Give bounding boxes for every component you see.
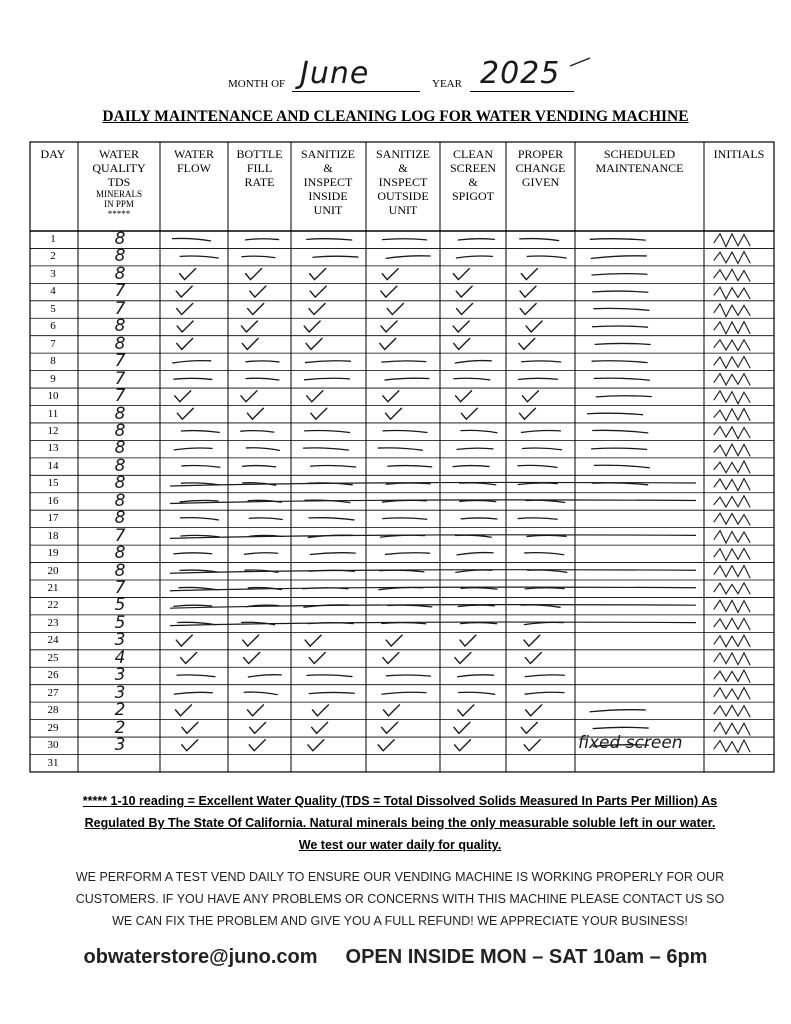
check-mark — [461, 408, 477, 419]
notice-line-2: CUSTOMERS. IF YOU HAVE ANY PROBLEMS OR CONCERNS WITH THIS MACHINE PLEASE CONTACT US SO — [75, 892, 725, 906]
check-mark — [454, 338, 470, 349]
check-mark — [453, 269, 469, 280]
col-header-water-quality: WATER QUALITY TDS MINERALS IN PPM ***** — [92, 147, 146, 219]
initials-scribble — [714, 548, 750, 560]
initials-scribble — [714, 374, 750, 386]
day-number: 12 — [47, 424, 59, 437]
dash-mark — [527, 256, 566, 258]
dash-mark — [246, 239, 279, 240]
footnote-line-3: We test our water daily for quality. — [298, 838, 502, 852]
check-mark — [309, 653, 325, 664]
long-stroke — [170, 605, 696, 609]
check-mark — [241, 391, 257, 402]
check-mark — [457, 304, 473, 315]
dash-mark — [313, 256, 358, 257]
day-number: 7 — [50, 337, 56, 350]
day-number: 17 — [47, 512, 59, 525]
check-mark — [176, 635, 192, 646]
tds-reading: 7 — [114, 525, 126, 546]
dash-mark — [454, 378, 490, 380]
dash-mark — [593, 727, 648, 728]
day-number: 10 — [47, 390, 59, 403]
check-mark — [526, 321, 542, 332]
year-handwritten: 2025 — [480, 56, 561, 91]
tds-reading: 3 — [114, 735, 126, 756]
initials-scribble — [714, 444, 750, 456]
check-mark — [248, 304, 264, 315]
check-mark — [250, 286, 266, 297]
day-number: 16 — [47, 494, 59, 507]
initials-scribble — [714, 287, 750, 299]
day-number: 19 — [47, 547, 59, 560]
check-mark — [455, 653, 471, 664]
check-mark — [310, 286, 326, 297]
contact-email: obwaterstore@juno.com — [83, 946, 318, 968]
day-number: 26 — [47, 669, 59, 682]
col-header-initials: INITIALS — [713, 147, 765, 161]
dash-mark — [522, 361, 561, 362]
check-mark — [455, 740, 471, 751]
table-border — [30, 142, 774, 772]
check-mark — [460, 635, 476, 646]
check-mark — [383, 391, 399, 402]
check-mark — [247, 408, 263, 419]
check-mark — [456, 391, 472, 402]
dash-mark — [592, 274, 647, 275]
check-mark — [519, 408, 535, 419]
dash-mark — [518, 465, 557, 467]
initials-scribble — [714, 234, 750, 247]
store-hours: OPEN INSIDE MON – SAT 10am – 6pm — [345, 946, 708, 968]
dash-mark — [459, 692, 495, 694]
check-mark — [524, 740, 540, 751]
dash-mark — [174, 553, 212, 554]
dash-mark — [309, 518, 354, 520]
initials-scribble — [714, 461, 750, 473]
dash-mark — [383, 239, 427, 240]
col-header-sanitize-inside: SANITIZE & INSPECT INSIDE UNIT — [301, 147, 355, 217]
page-title: DAILY MAINTENANCE AND CLEANING LOG FOR WATER VENDING MACHINE — [102, 108, 689, 125]
dash-mark — [525, 692, 564, 694]
initials-scribble — [714, 531, 750, 543]
initials-scribble — [714, 618, 750, 629]
dash-mark — [311, 466, 356, 467]
tds-reading: 8 — [114, 229, 126, 249]
initials-scribble — [714, 565, 750, 577]
check-mark — [520, 286, 536, 297]
dash-mark — [174, 692, 212, 694]
initials-scribble — [714, 322, 750, 334]
dash-mark — [305, 431, 350, 433]
day-number: 1 — [50, 233, 56, 245]
dash-mark — [173, 238, 211, 240]
dash-mark — [243, 466, 276, 467]
dash-mark — [455, 535, 491, 537]
dash-mark — [593, 430, 648, 433]
initials-scribble — [714, 340, 750, 351]
dash-mark — [594, 308, 649, 310]
dash-mark — [241, 431, 274, 433]
dash-mark — [590, 239, 645, 240]
check-mark — [306, 338, 322, 349]
dash-mark — [181, 431, 219, 433]
dash-mark — [180, 256, 218, 258]
check-mark — [312, 705, 328, 716]
check-mark — [250, 722, 266, 733]
tds-reading: 3 — [114, 682, 126, 703]
dash-mark — [305, 378, 350, 380]
initials-scribble — [714, 479, 750, 491]
check-mark — [381, 321, 397, 332]
tds-reading: 8 — [114, 316, 126, 337]
check-mark — [177, 304, 193, 315]
col-header-day: DAY — [40, 147, 66, 161]
day-number: 13 — [47, 442, 59, 455]
dash-mark — [528, 570, 567, 572]
dash-mark — [596, 396, 651, 397]
initials-scribble — [714, 496, 750, 507]
check-mark — [524, 635, 540, 646]
tds-reading: 8 — [114, 543, 126, 564]
dash-mark — [388, 466, 432, 467]
day-number: 28 — [47, 704, 59, 717]
check-mark — [521, 269, 537, 280]
dash-mark — [455, 361, 491, 363]
tds-reading: 8 — [114, 455, 126, 476]
tds-reading: 5 — [114, 612, 126, 633]
tds-reading: 8 — [114, 490, 126, 511]
initials-scribble — [714, 705, 750, 716]
check-mark — [382, 269, 398, 280]
dash-mark — [460, 483, 496, 485]
dash-mark — [525, 588, 564, 589]
tds-reading: 8 — [114, 263, 126, 284]
day-number: 4 — [50, 285, 56, 298]
day-number: 6 — [50, 320, 56, 333]
day-number: 8 — [50, 355, 56, 368]
notice-line-3: WE CAN FIX THE PROBLEM AND GIVE YOU A FULL REFUND! WE APPRECIATE YOUR BUSINESS! — [112, 914, 688, 928]
dash-mark — [310, 553, 355, 555]
dash-mark — [592, 361, 647, 363]
tds-reading: 7 — [114, 386, 126, 407]
dash-mark — [461, 588, 497, 589]
dash-mark — [180, 518, 218, 520]
tds-reading: 8 — [114, 246, 126, 267]
dash-mark — [457, 553, 493, 555]
col-header-scheduled-maintenance: SCHEDULED MAINTENANCE — [595, 147, 684, 175]
initials-scribble — [714, 269, 750, 281]
tds-reading: 7 — [114, 281, 126, 302]
check-mark — [249, 740, 265, 751]
day-number: 5 — [50, 302, 56, 315]
check-mark — [181, 653, 197, 664]
dash-mark — [309, 692, 354, 693]
dash-mark — [305, 361, 350, 363]
day-number: 3 — [50, 267, 56, 280]
dash-mark — [456, 256, 492, 258]
dash-mark — [248, 675, 281, 677]
check-mark — [177, 338, 193, 349]
col-header-sanitize-outside: SANITIZE & INSPECT OUTSIDE UNIT — [376, 147, 430, 217]
dash-mark — [520, 239, 559, 241]
dash-mark — [461, 430, 497, 432]
check-mark — [456, 286, 472, 297]
dash-mark — [246, 448, 279, 451]
check-mark — [521, 722, 537, 733]
check-mark — [380, 338, 396, 349]
check-mark — [182, 722, 198, 733]
check-mark — [304, 321, 320, 332]
dash-mark — [307, 675, 352, 677]
col-header-proper-change: PROPER CHANGE GIVEN — [515, 147, 566, 189]
tds-reading: 3 — [114, 630, 126, 651]
handwritten-note: fixed screen — [578, 733, 683, 753]
dash-mark — [174, 448, 212, 450]
check-mark — [387, 304, 403, 315]
dash-mark — [383, 431, 427, 433]
check-mark — [453, 321, 469, 332]
footnote-line-2: Regulated By The State Of California. Natural minerals being the only measurable soluble left in our water. — [84, 816, 716, 830]
check-mark — [247, 705, 263, 716]
dash-mark — [453, 466, 489, 467]
initials-scribble — [714, 600, 750, 612]
check-mark — [311, 408, 327, 419]
dash-mark — [461, 623, 497, 624]
dash-mark — [458, 675, 494, 677]
tds-reading: 7 — [114, 351, 126, 372]
check-mark — [383, 705, 399, 716]
tds-reading: 8 — [114, 438, 126, 459]
initials-scribble — [714, 635, 750, 647]
year-accent-stroke — [570, 58, 590, 66]
dash-mark — [249, 518, 282, 520]
tds-reading: 4 — [114, 647, 126, 668]
day-number: 31 — [47, 756, 59, 769]
check-mark — [458, 705, 474, 716]
check-mark — [522, 391, 538, 402]
day-number: 21 — [47, 582, 59, 594]
dash-mark — [593, 291, 648, 292]
check-mark — [381, 286, 397, 297]
tds-reading: 2 — [114, 700, 126, 721]
check-mark — [386, 635, 402, 646]
check-mark — [386, 408, 402, 419]
initials-scribble — [714, 723, 750, 736]
initials-scribble — [714, 252, 750, 264]
contact-line — [0, 946, 791, 969]
initials-scribble — [714, 304, 750, 317]
dash-mark — [246, 378, 279, 380]
dash-mark — [181, 535, 219, 536]
check-mark — [454, 722, 470, 733]
dash-mark — [303, 448, 348, 450]
dash-mark — [458, 239, 494, 240]
dash-mark — [527, 535, 566, 536]
dash-mark — [595, 343, 650, 344]
check-mark — [308, 740, 324, 751]
dash-mark — [246, 361, 279, 362]
check-mark — [378, 740, 394, 751]
day-number: 22 — [47, 599, 59, 612]
check-mark — [310, 269, 326, 280]
dash-mark — [460, 500, 496, 501]
dash-mark — [386, 675, 430, 676]
initials-scribble — [714, 740, 750, 752]
dash-mark — [242, 256, 275, 257]
check-mark — [244, 653, 260, 664]
dash-mark — [182, 465, 220, 467]
day-number: 9 — [50, 372, 56, 385]
dash-mark — [594, 378, 649, 380]
dash-mark — [461, 518, 497, 519]
dash-mark — [245, 553, 278, 555]
year-label: YEAR — [432, 78, 462, 90]
day-number: 25 — [47, 651, 59, 664]
tds-footnote — [40, 790, 760, 856]
dash-mark — [588, 413, 643, 415]
day-number: 2 — [50, 250, 56, 263]
dash-mark — [524, 622, 563, 624]
day-number: 15 — [47, 477, 59, 490]
check-mark — [305, 635, 321, 646]
tds-reading: 7 — [114, 578, 126, 598]
check-mark — [383, 653, 399, 664]
dash-mark — [594, 465, 649, 468]
day-number: 20 — [47, 564, 59, 577]
check-mark — [175, 705, 191, 716]
day-number: 24 — [47, 634, 59, 647]
col-header-bottle-fill: BOTTLE FILL RATE — [236, 147, 283, 189]
dash-mark — [173, 361, 211, 363]
dash-mark — [518, 483, 557, 485]
dash-mark — [526, 500, 565, 502]
dash-mark — [378, 448, 422, 450]
dash-mark — [591, 256, 646, 259]
tds-reading: 7 — [114, 368, 126, 389]
dash-mark — [590, 710, 645, 712]
initials-scribble — [714, 688, 750, 700]
dash-mark — [180, 500, 218, 502]
tds-reading: 5 — [114, 595, 126, 616]
month-handwritten: June — [300, 56, 370, 91]
initials-scribble — [714, 427, 750, 439]
check-mark — [241, 321, 257, 332]
col-header-clean-screen: CLEAN SCREEN & SPIGOT — [449, 147, 496, 203]
dash-mark — [382, 692, 426, 694]
dash-mark — [518, 518, 557, 519]
dash-mark — [525, 553, 564, 555]
check-mark — [182, 740, 198, 751]
dash-mark — [385, 553, 429, 555]
initials-scribble — [714, 670, 750, 682]
check-mark — [177, 321, 193, 332]
check-mark — [520, 304, 536, 315]
dash-mark — [525, 675, 564, 677]
tds-reading: 8 — [114, 420, 126, 441]
check-mark — [382, 722, 398, 733]
dash-mark — [521, 431, 560, 433]
dash-mark — [382, 361, 426, 362]
check-mark — [177, 408, 193, 419]
tds-reading: 8 — [114, 560, 126, 581]
check-mark — [525, 653, 541, 664]
dash-mark — [523, 448, 562, 450]
footnote-line-1: ***** 1-10 reading = Excellent Water Quality (TDS = Total Dissolved Solids Measured In Parts Per Million) As — [82, 794, 718, 808]
check-mark — [180, 269, 196, 280]
check-mark — [176, 286, 192, 297]
initials-scribble — [714, 583, 750, 594]
notice-line-1: WE PERFORM A TEST VEND DAILY TO ENSURE OUR VENDING MACHINE IS WORKING PROPERLY FOR OUR — [75, 870, 725, 884]
dash-mark — [518, 378, 557, 379]
initials-scribble — [714, 409, 750, 421]
dash-mark — [458, 605, 494, 606]
initials-scribble — [714, 391, 750, 404]
dash-mark — [307, 239, 352, 240]
day-number: 27 — [47, 686, 59, 699]
day-number: 29 — [47, 721, 59, 734]
check-mark — [307, 391, 323, 402]
month-label: MONTH OF — [228, 78, 286, 90]
tds-reading: 8 — [114, 333, 126, 354]
dash-mark — [174, 378, 212, 379]
initials-scribble — [714, 513, 750, 525]
initials-scribble — [714, 357, 750, 369]
test-vend-notice — [50, 866, 750, 932]
dash-mark — [386, 256, 430, 259]
day-number: 14 — [47, 459, 59, 472]
tds-reading: 8 — [114, 508, 126, 529]
day-number: 11 — [47, 407, 59, 420]
dash-mark — [457, 448, 493, 449]
check-mark — [519, 338, 535, 349]
day-number: 18 — [47, 529, 59, 542]
check-mark — [526, 705, 542, 716]
dash-mark — [592, 448, 647, 449]
check-mark — [175, 391, 191, 402]
dash-mark — [177, 675, 215, 677]
check-mark — [309, 304, 325, 315]
check-mark — [243, 635, 259, 646]
dash-mark — [385, 378, 429, 380]
long-stroke — [170, 535, 696, 539]
dash-mark — [174, 605, 212, 606]
dash-mark — [244, 692, 277, 695]
day-number: 23 — [47, 616, 59, 629]
tds-reading: 8 — [114, 403, 126, 424]
check-mark — [242, 338, 258, 349]
check-mark — [246, 269, 262, 280]
dash-mark — [383, 518, 427, 519]
tds-reading: 8 — [114, 473, 126, 494]
tds-reading: 3 — [114, 665, 126, 686]
dash-mark — [593, 326, 648, 327]
tds-reading: 7 — [114, 298, 126, 319]
tds-reading: 2 — [114, 717, 126, 738]
check-mark — [312, 722, 328, 733]
initials-scribble — [714, 653, 750, 665]
col-header-water-flow: WATER FLOW — [174, 147, 214, 175]
day-number: 30 — [47, 739, 59, 752]
